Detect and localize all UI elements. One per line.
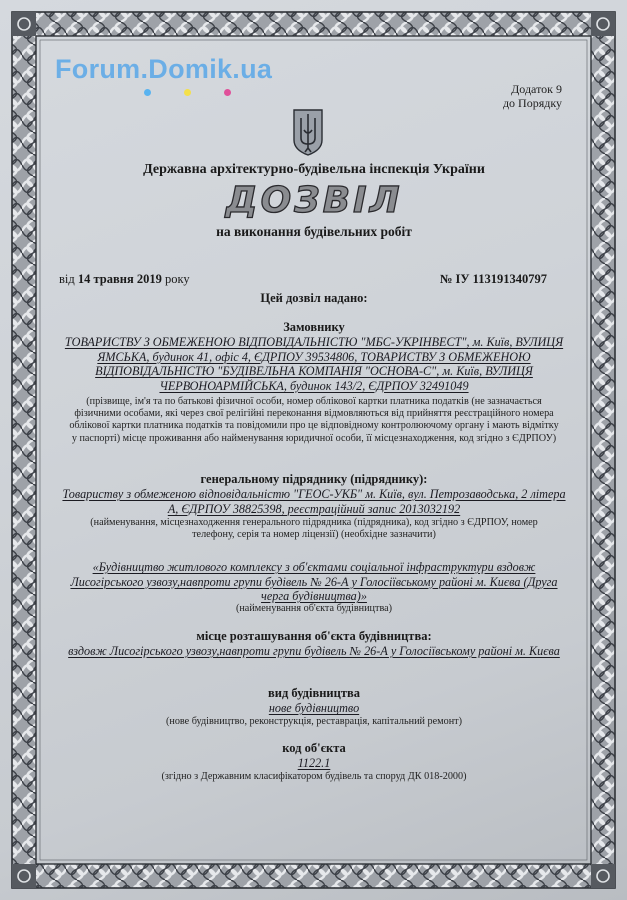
- watermark-dot: [144, 89, 151, 96]
- issue-date: 14 травня 2019: [77, 272, 162, 286]
- construction-type-note: (нове будівництво, реконструкція, реставрація, капітальний ремонт): [165, 716, 463, 727]
- annex-note: [440, 82, 562, 110]
- permit-number: № ІУ 113191340797: [439, 272, 547, 286]
- location-value: вздовж Лисогірського узвозу,навпроти групи будівель № 26-А у Голосіївському районі м. Києва: [68, 644, 560, 658]
- document-title: ДОЗВІЛ: [225, 180, 403, 221]
- watermark-dot: [224, 89, 231, 96]
- customer-note: (прізвище, ім'я та по батькові фізичної особи, номер облікової картки платника податків (не зазначається фізичними особами, які через свої релігійні переконання відмовляються від прийняття реєстраційного номера облікової картки платника податків та повідомили про це відповідному контролюючому органу і мають відмітку у паспорті) місце проживання або найменування юридичної особи, її місцезнаходження, код згідно з ЄДРПОУ): [69, 396, 559, 444]
- inspection-name: Державна архітектурно-будівельна інспекція України: [143, 162, 485, 177]
- object-code-value: 1122.1: [297, 756, 331, 770]
- watermark-dot: [184, 89, 191, 96]
- location-heading: місце розташування об'єкта будівництва:: [196, 629, 432, 643]
- contractor-note: (найменування, місцезнаходження генерального підрядника (підрядника), код згідно з ЄДРПОУ, номер телефону, серія та номер ліцензії) (необхідне зазначити): [90, 517, 538, 541]
- date-suffix: року: [164, 272, 190, 286]
- object-code-note: (згідно з Державним класифікатором будівель та споруд ДК 018-2000): [161, 771, 467, 782]
- construction-type-value: нове будівництво: [268, 701, 360, 715]
- object-code-heading: код об'єкта: [282, 741, 346, 755]
- trident-emblem-icon: [292, 108, 324, 156]
- document-subtitle: на виконання будівельних робіт: [216, 224, 412, 239]
- object-name-value: «Будівництво житлового комплексу з об'єктами соціальної інфраструктури вздовж Лисогірського узвозу,навпроти групи будівель № 26-А у Голосіївському районі м. Києва (Друга черга будівництва)»: [70, 560, 558, 603]
- watermark-dots: [140, 89, 240, 99]
- object-name-note: (найменування об'єкта будівництва): [235, 603, 393, 614]
- annex-line-1: Додаток 9: [511, 82, 562, 96]
- watermark-text: Forum.Domik.ua: [55, 54, 273, 84]
- issue-date-line: [59, 272, 190, 287]
- contractor-heading: генеральному підряднику (підряднику):: [200, 472, 428, 486]
- customer-value: ТОВАРИСТВУ З ОБМЕЖЕНОЮ ВІДПОВІДАЛЬНІСТЮ "МБС-УКРІНВЕСТ", м. Київ, ВУЛИЦЯ ЯМСЬКА, будинок 41, офіс 4, ЄДРПОУ 39534806, ТОВАРИСТВУ З ОБМЕЖЕНОЮ ВІДПОВІДАЛЬНІСТЮ "БУДІВЕЛЬНА КОМПАНІЯ "ОСНОВА-С", м. Київ, ВУЛИЦЯ ЧЕРВОНОАРМІЙСЬКА, будинок 143/2, ЄДРПОУ 32491049: [64, 335, 564, 393]
- annex-line-2: до Порядку: [502, 96, 562, 110]
- construction-type-heading: вид будівництва: [268, 686, 360, 700]
- date-prefix: від: [59, 272, 75, 286]
- customer-heading: Замовнику: [283, 320, 345, 334]
- granted-to-heading: Цей дозвіл надано:: [260, 291, 368, 305]
- contractor-value: Товариству з обмеженою відповідальністю "ГЕОС-УКБ" м. Київ, вул. Петрозаводська, 2 літера А, ЄДРПОУ 38825398, реєстраційний запис 2013032192: [62, 487, 566, 516]
